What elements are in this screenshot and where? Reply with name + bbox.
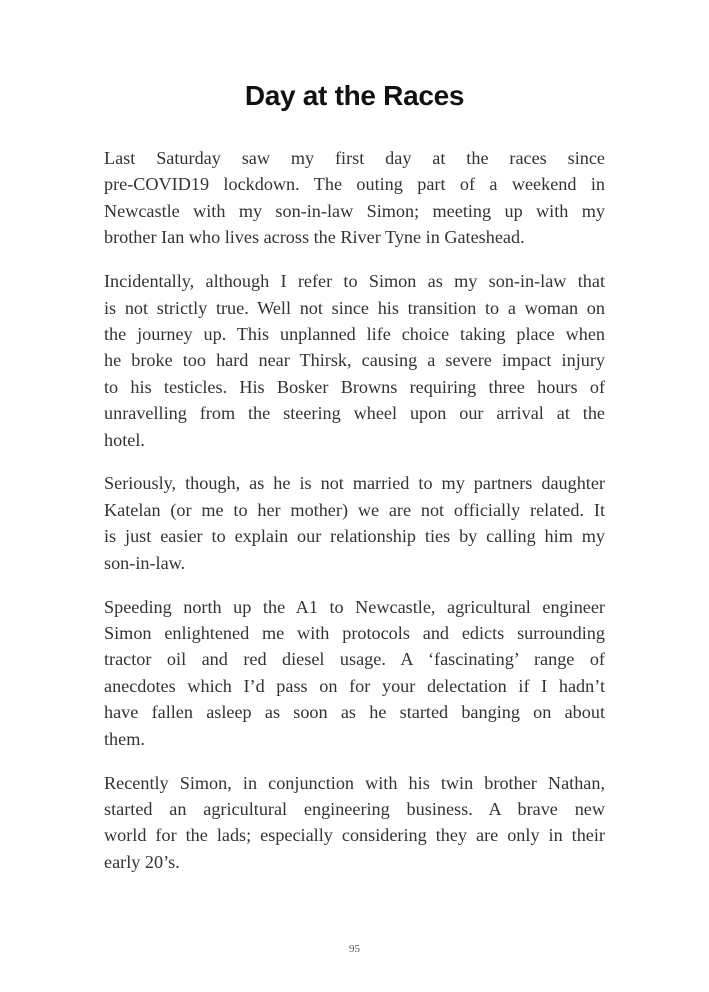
text-line: the journey up. This unplanned life choice taking place when	[104, 323, 605, 344]
text-line: pre-COVID19 lockdown. The outing part of a weekend in	[104, 174, 605, 195]
text-line: Recently Simon, in conjunction with his twin brother Nathan,	[104, 772, 605, 793]
text-line: tractor oil and red diesel usage. A ‘fascinating’ range of	[104, 649, 605, 670]
text-line: brother Ian who lives across the River Tyne in Gateshead.	[104, 227, 525, 248]
text-line: started an agricultural engineering business. A brave new	[104, 798, 605, 819]
text-line: world for the lads; especially considering they are only in their	[104, 825, 605, 846]
text-line: he broke too hard near Thirsk, causing a severe impact injury	[104, 350, 605, 371]
text-line: Katelan (or me to her mother) we are not officially related. It	[104, 499, 605, 520]
body-text	[104, 145, 605, 893]
paragraph	[104, 268, 605, 453]
paragraph	[104, 594, 605, 752]
text-line: Last Saturday saw my first day at the races since	[104, 148, 605, 168]
paragraph	[104, 145, 605, 251]
text-line: Speeding north up the A1 to Newcastle, agricultural engineer	[104, 596, 605, 617]
text-line: Seriously, though, as he is not married to my partners daughter	[104, 473, 605, 494]
text-line: is not strictly true. Well not since his transition to a woman on	[104, 297, 605, 318]
text-line: Simon enlightened me with protocols and edicts surrounding	[104, 623, 605, 643]
paragraph	[104, 770, 605, 876]
text-line: anecdotes which I’d pass on for your delectation if I hadn’t	[104, 675, 605, 696]
text-line: son-in-law.	[104, 552, 186, 573]
text-line: have fallen asleep as soon as he started banging on about	[104, 702, 605, 723]
text-line: is just easier to explain our relationship ties by calling him my	[104, 526, 605, 547]
text-line: Newcastle with my son-in-law Simon; meeting up with my	[104, 200, 605, 221]
text-line: Incidentally, although I refer to Simon as my son-in-law that	[104, 271, 605, 292]
page-number: 95	[349, 943, 360, 955]
text-line: to his testicles. His Bosker Browns requiring three hours of	[104, 376, 605, 397]
paragraph	[104, 470, 605, 576]
text-line: them.	[104, 728, 145, 749]
text-line: early 20’s.	[104, 851, 180, 872]
text-line: hotel.	[104, 429, 145, 450]
page-title: Day at the Races	[244, 80, 465, 111]
text-line: unravelling from the steering wheel upon our arrival at the	[104, 403, 605, 424]
